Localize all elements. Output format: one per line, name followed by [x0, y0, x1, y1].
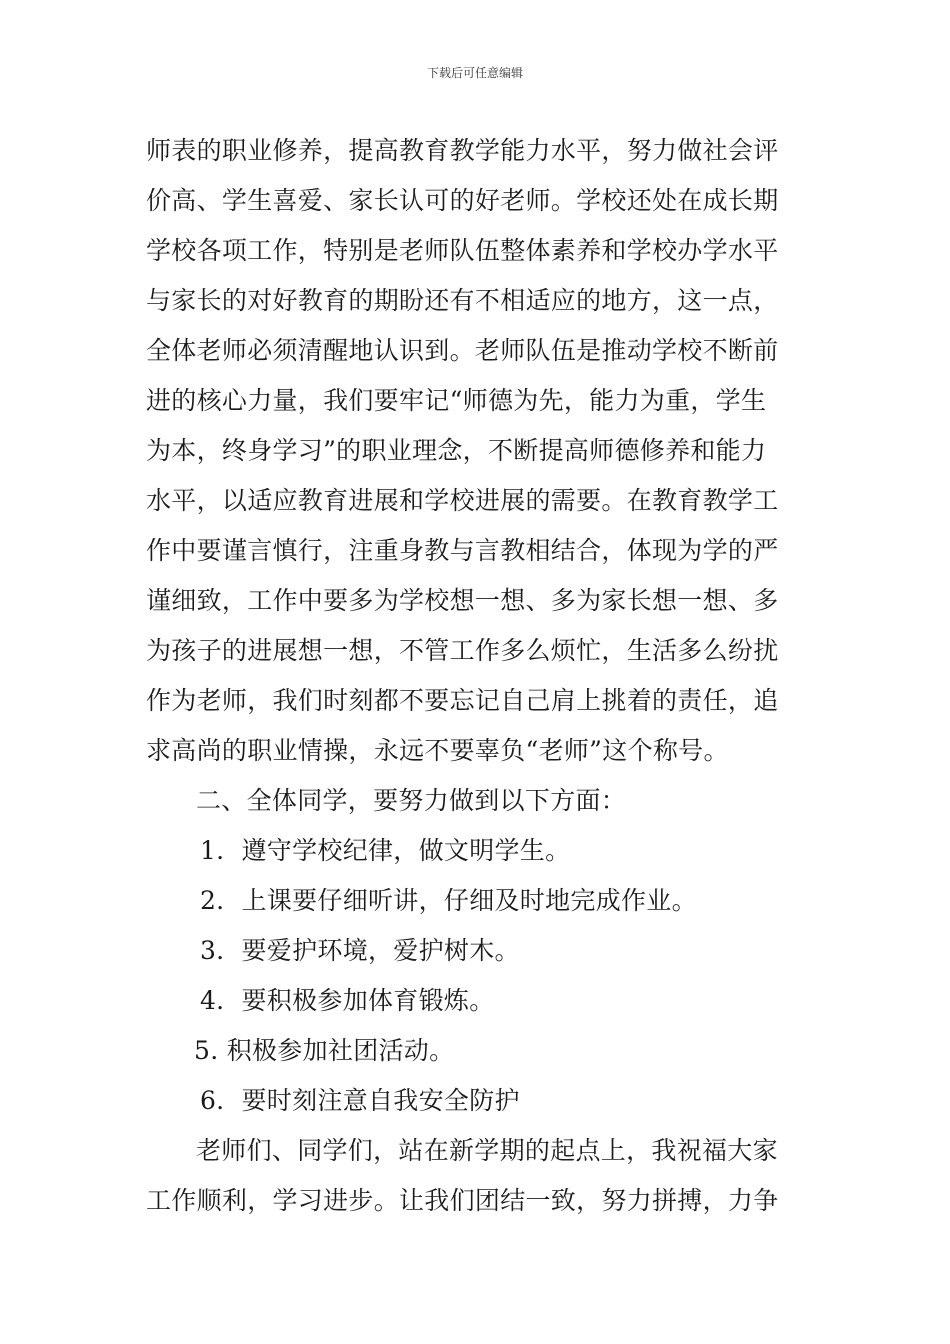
list-item: 6．要时刻注意自我安全防护 — [200, 1086, 520, 1115]
paragraph-line: 作中要谨言慎行，注重身教与言教相结合，体现为学的严 — [146, 536, 779, 565]
list-item: 5. 积极参加社团活动。 — [194, 1036, 455, 1065]
list-item: 1．遵守学校纪律，做文明学生。 — [200, 836, 571, 865]
paragraph-line: 为孩子的进展想一想，不管工作多么烦忙，生活多么纷扰 — [146, 636, 779, 665]
closing-line: 工作顺利，学习进步。让我们团结一致，努力拼搏，力争 — [146, 1186, 779, 1215]
paragraph-line: 师表的职业修养，提高教育教学能力水平，努力做社会评 — [146, 136, 779, 165]
page-header: 下载后可任意编辑 — [426, 66, 523, 80]
paragraph-line: 与家长的对好教育的期盼还有不相适应的地方，这一点， — [146, 286, 779, 315]
document-body — [146, 126, 826, 1226]
paragraph-line: 全体老师必须清醒地认识到。老师队伍是推动学校不断前 — [146, 336, 779, 365]
paragraph-line: 进的核心力量，我们要牢记“师德为先，能力为重，学生 — [146, 386, 767, 415]
paragraph-line: 价高、学生喜爱、家长认可的好老师。学校还处在成长期 — [146, 186, 779, 215]
list-item: 2．上课要仔细听讲，仔细及时地完成作业。 — [200, 886, 697, 915]
list-item: 4．要积极参加体育锻炼。 — [200, 986, 495, 1015]
section-heading: 二、全体同学，要努力做到以下方面： — [196, 786, 627, 815]
paragraph-line: 学校各项工作，特别是老师队伍整体素养和学校办学水平 — [146, 236, 779, 265]
paragraph-line: 求高尚的职业情操，永远不要辜负“老师”这个称号。 — [146, 736, 729, 765]
paragraph-line: 水平，以适应教育进展和学校进展的需要。在教育教学工 — [146, 486, 779, 515]
paragraph-line: 作为老师，我们时刻都不要忘记自己肩上挑着的责任，追 — [146, 686, 779, 715]
paragraph-line: 为本，终身学习”的职业理念，不断提高师德修养和能力 — [146, 436, 767, 465]
list-item: 3．要爱护环境，爱护树木。 — [200, 936, 520, 965]
paragraph-line: 谨细致，工作中要多为学校想一想、多为家长想一想、多 — [146, 586, 779, 615]
closing-line: 老师们、同学们，站在新学期的起点上，我祝福大家 — [196, 1136, 778, 1165]
